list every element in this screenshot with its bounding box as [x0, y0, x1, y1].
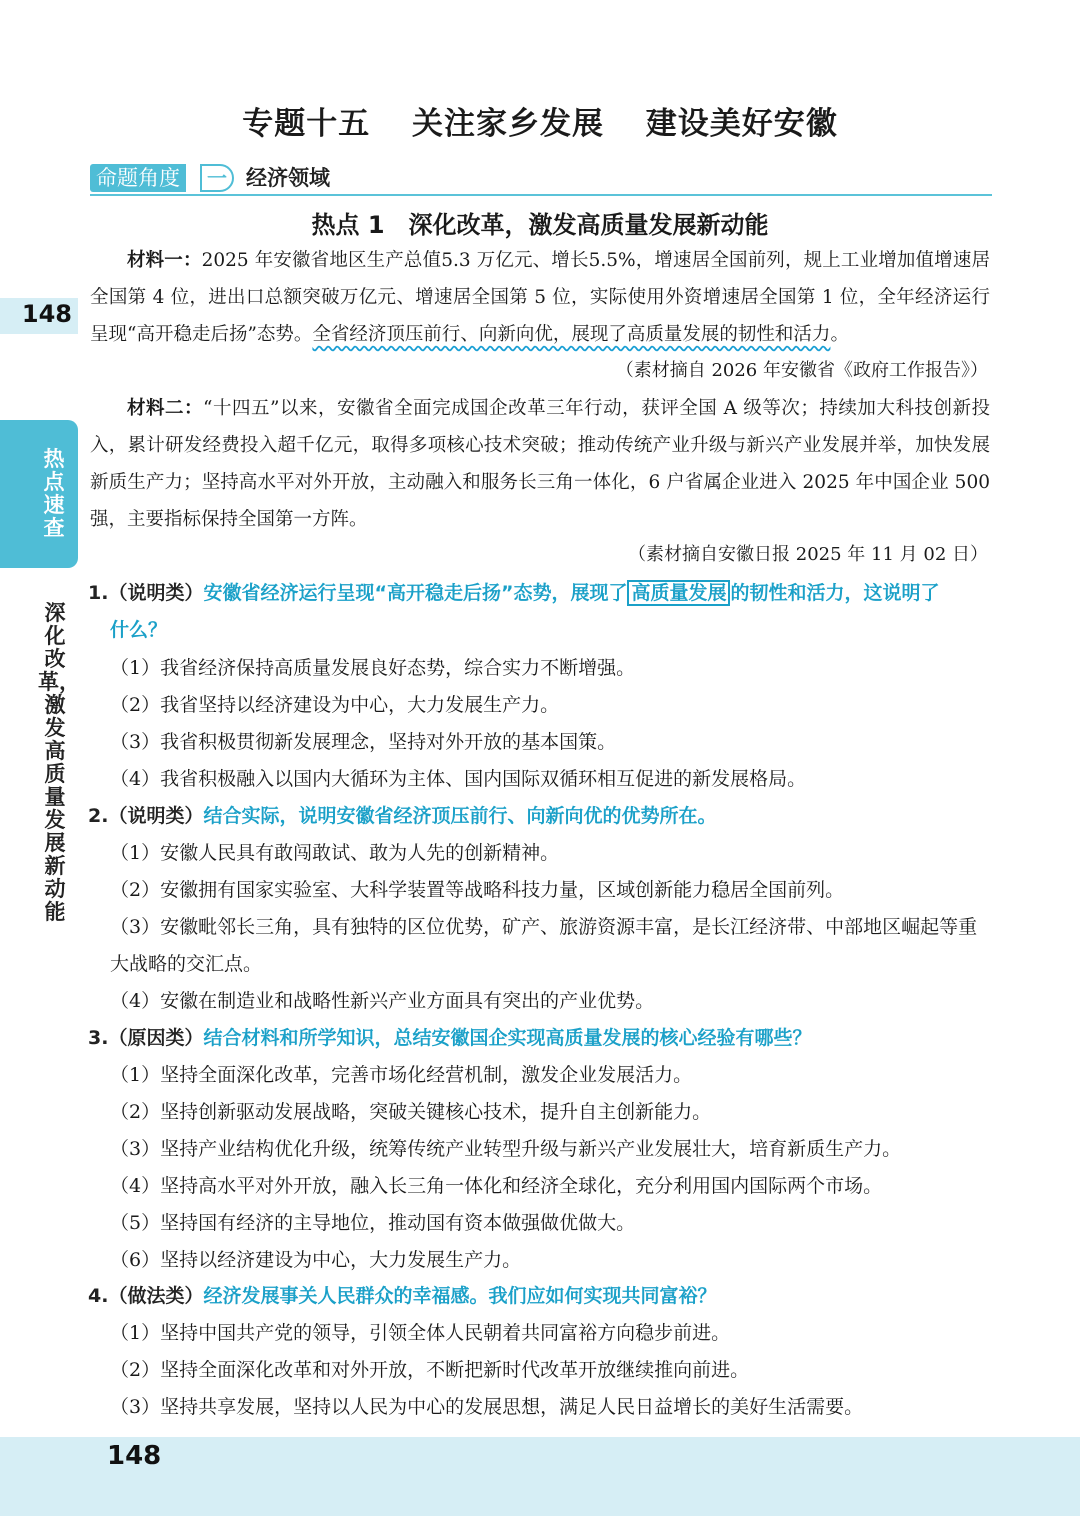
title-part-1: 关注家乡发展: [412, 106, 604, 142]
answer-item: （2）坚持全面深化改革和对外开放，不断把新时代改革开放继续推向前进。: [110, 1359, 750, 1381]
section-header: [90, 164, 992, 196]
answer-item: （2）安徽拥有国家实验室、大科学装置等战略科技力量，区域创新能力稳居全国前列。: [110, 879, 845, 901]
page-number-tab: [0, 298, 78, 334]
answers-4: [110, 1315, 992, 1426]
question-category: （做法类）: [108, 1285, 204, 1307]
question-category: （原因类）: [108, 1027, 204, 1049]
answer-item: （4）坚持高水平对外开放，融入长三角一体化和经济全球化，充分利用国内国际两个市场。: [110, 1175, 883, 1197]
answers-3: [110, 1057, 992, 1279]
answer-item: （3）坚持产业结构优化升级，统筹传统产业转型升级与新兴产业发展壮大，培育新质生产力。: [110, 1138, 902, 1160]
question-number: 2.: [88, 805, 109, 827]
title-topic: 专题十五: [242, 106, 371, 142]
answer-item: （4）安徽在制造业和战略性新兴产业方面具有突出的产业优势。: [110, 990, 655, 1012]
question-category: （说明类）: [108, 582, 204, 604]
question-highlight: 高质量发展: [627, 580, 730, 606]
answer-item: （1）坚持全面深化改革，完善市场化经营机制，激发企业发展活力。: [110, 1064, 693, 1086]
title-part-2: 建设美好安徽: [645, 106, 838, 142]
question-2: [88, 798, 992, 835]
question-text: 安徽省经济运行呈现“高开稳走后扬”态势，展现了: [203, 582, 628, 604]
question-number: 3.: [88, 1027, 109, 1049]
material-2-source: （素材摘自安徽日报 2025 年 11 月 02 日）: [628, 544, 988, 565]
answers-1: [110, 650, 992, 798]
material-2-text: “十四五”以来，安徽省全面完成国企改革三年行动，获评全国 A 级等次；持续加大科技创新投入，累计研发经费投入超千亿元，取得多项核心技术突破；推动传统产业升级与新兴产业发展并举，加快发展新质生产力；坚持高水平对外开放，主动融入和服务长三角一体化，6 户省属企业进入 2025 年中国企业 500 强，主要指标保持全国第一方阵。: [90, 398, 990, 530]
question-3: [88, 1020, 992, 1057]
material-2: [90, 390, 990, 538]
question-text: 经济发展事关人民群众的幸福感。我们应如何实现共同富裕？: [203, 1285, 717, 1307]
material-2-lead: 材料二：: [127, 398, 204, 419]
answers-2: [110, 835, 992, 1020]
side-chapter-title: 深化改革，激发高质量发展新动能: [38, 601, 80, 924]
question-text-after: 的韧性和活力，这说明了: [730, 582, 940, 604]
answer-item: （5）坚持国有经济的主导地位，推动国有资本做强做优做大。: [110, 1212, 636, 1234]
question-1: [88, 575, 992, 649]
answer-item: （3）安徽毗邻长三角，具有独特的区位优势，矿产、旅游资源丰富，是长江经济带、中部地区崛起等重大战略的交汇点。: [110, 916, 978, 975]
material-1-lead: 材料一：: [127, 250, 202, 271]
answer-item: （2）坚持创新驱动发展战略，突破关键核心技术，提升自主创新能力。: [110, 1101, 712, 1123]
material-1: [90, 242, 990, 353]
question-4: [88, 1278, 992, 1315]
question-number: 4.: [88, 1285, 109, 1307]
answer-item: （1）安徽人民具有敢闯敢试、敢为人先的创新精神。: [110, 842, 560, 864]
answer-item: （3）我省积极贯彻新发展理念，坚持对外开放的基本国策。: [110, 731, 617, 753]
material-1-source: （素材摘自 2026 年安徽省《政府工作报告》）: [615, 360, 988, 381]
question-text: 结合实际，说明安徽省经济顶压前行、向新向优的优势所在。: [203, 805, 717, 827]
side-tab: [0, 420, 78, 568]
section-label: 命题角度: [90, 164, 186, 192]
question-category: （说明类）: [108, 805, 204, 827]
answer-item: （1）坚持中国共产党的领导，引领全体人民朝着共同富裕方向稳步前进。: [110, 1322, 731, 1344]
answer-item: （6）坚持以经济建设为中心，大力发展生产力。: [110, 1249, 522, 1271]
material-1-end: 。: [830, 324, 849, 345]
answer-item: （3）坚持共享发展，坚持以人民为中心的发展思想，满足人民日益增长的美好生活需要。: [110, 1396, 864, 1418]
page-title: [0, 98, 1080, 143]
question-text-cont: 什么？: [110, 619, 168, 641]
answer-item: （1）我省经济保持高质量发展良好态势，综合实力不断增强。: [110, 657, 636, 679]
section-number: 一: [200, 164, 234, 192]
answer-item: （2）我省坚持以经济建设为中心，大力发展生产力。: [110, 694, 560, 716]
section-name: 经济领域: [246, 166, 330, 190]
question-text: 结合材料和所学知识，总结安徽国企实现高质量发展的核心经验有哪些？: [203, 1027, 812, 1049]
page-footer: [0, 1437, 1080, 1516]
material-1-underlined: 全省经济顶压前行、向新向优，展现了高质量发展的韧性和活力: [312, 324, 831, 345]
material-1-text: 2025 年安徽省地区生产总值5.3 万亿元、增长5.5%，增速居全国前列，规上工业增加值增速居全国第 4 位，进出口总额突破万亿元、增速居全国第 5 位，实际使用外资增速居全国第 1 位，全年经济运行呈现“高开稳走后扬”态势。: [90, 250, 990, 345]
page-number-footer: 148: [107, 1441, 162, 1471]
side-tab-label: 热点速查: [43, 447, 65, 540]
answer-item: （4）我省积极融入以国内大循环为主体、国内国际双循环相互促进的新发展格局。: [110, 768, 807, 790]
hot-topic-heading: 热点 1 深化改革，激发高质量发展新动能: [311, 211, 769, 239]
page-number-side: 148: [21, 300, 72, 328]
question-number: 1.: [88, 582, 109, 604]
